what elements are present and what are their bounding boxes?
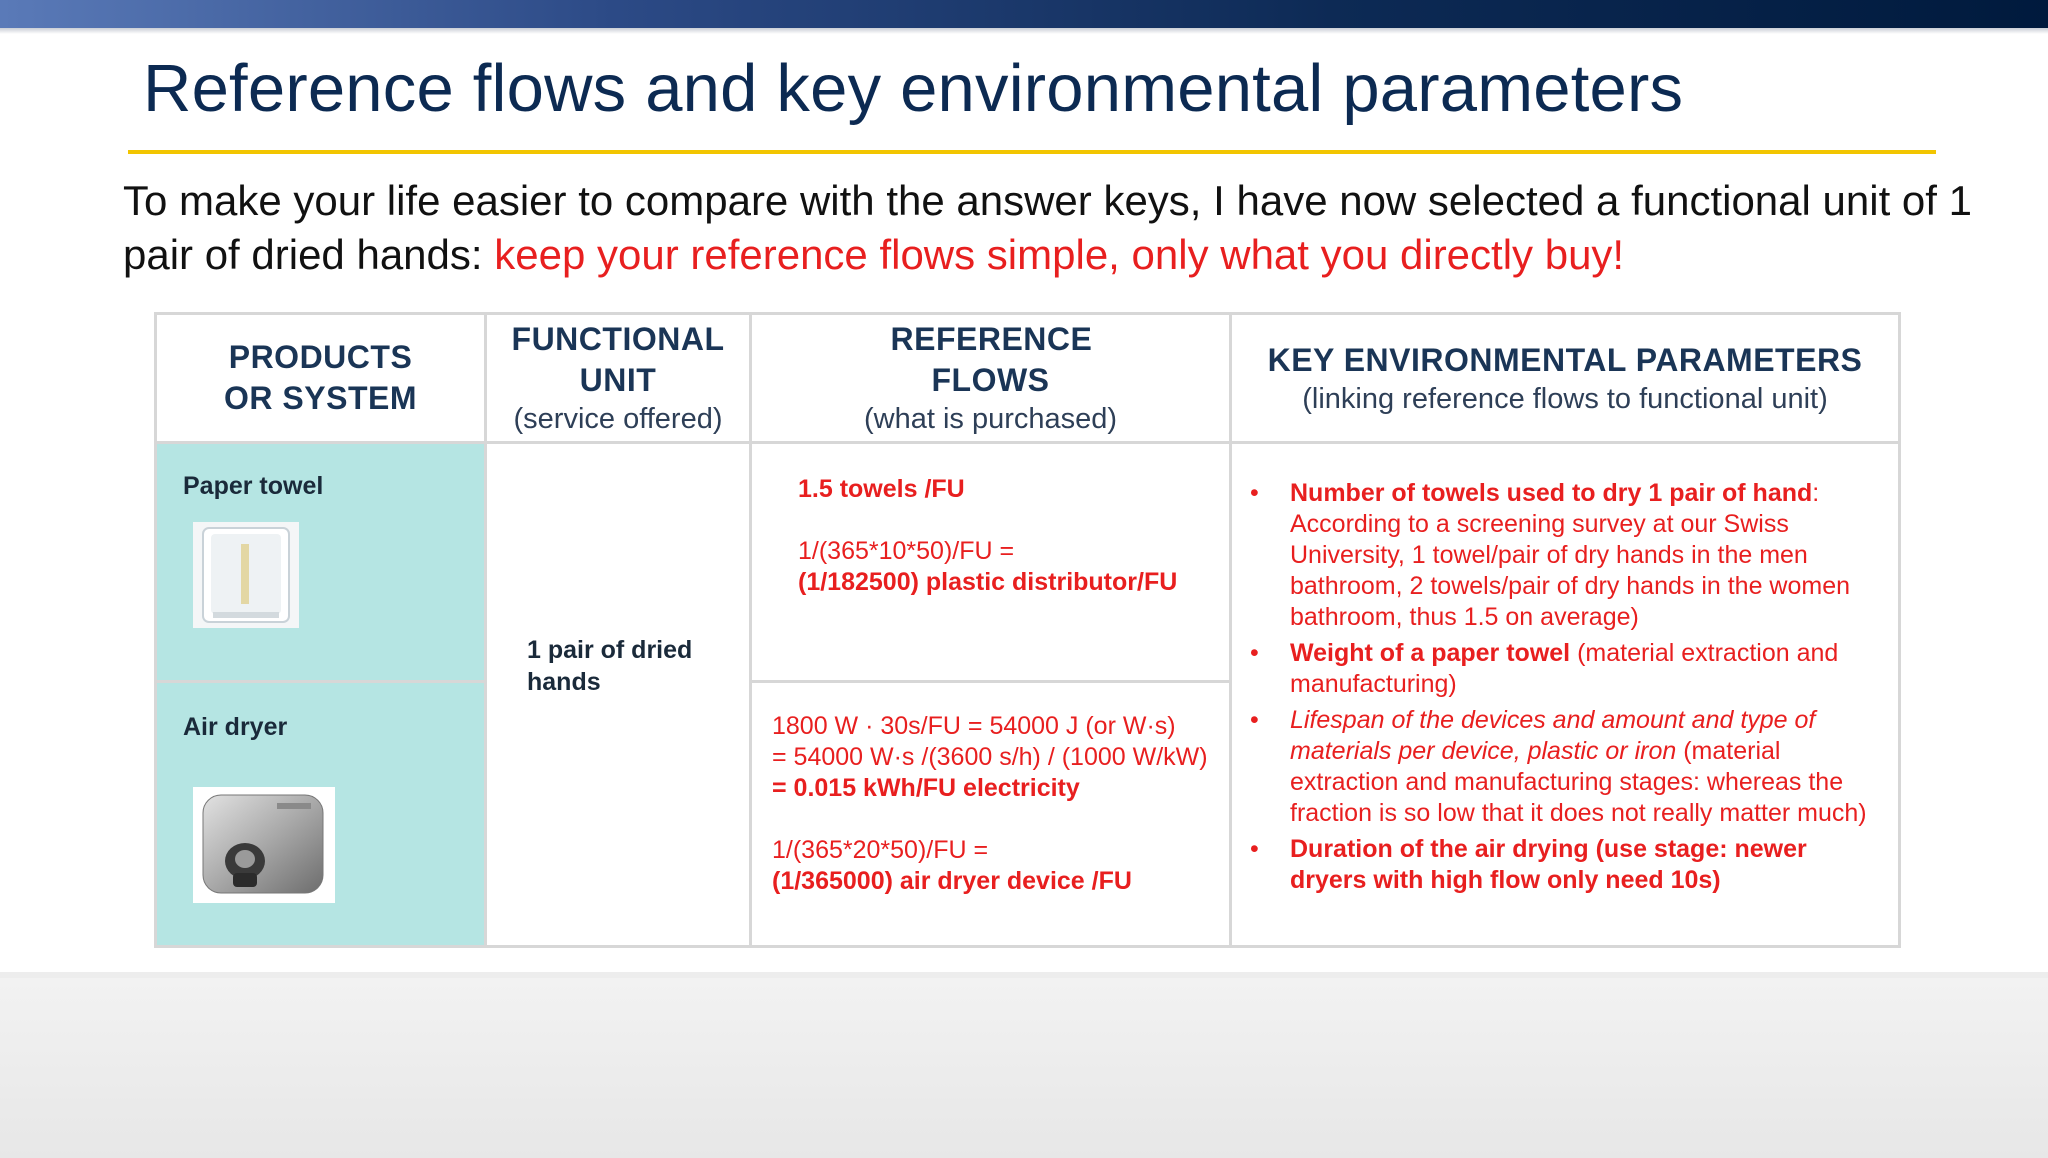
header-functional-unit [486, 314, 751, 443]
flow-towel-line2: 1/(365*10*50)/FU = [798, 537, 1015, 565]
product-name: Paper towel [183, 472, 324, 500]
top-banner [0, 0, 2048, 28]
header-functional-unit-label: FUNCTIONAL UNIT [511, 321, 725, 398]
paper-towel-dispenser-icon [193, 522, 299, 628]
parameter-item: • Lifespan of the devices and amount and type of materials per device, plastic or iron (material extraction and manufacturing stages: whereas the fraction is so low that it does not really matter much) [1250, 706, 1867, 827]
hand-dryer-icon [193, 787, 335, 903]
functional-unit-cell [486, 443, 751, 947]
slide-footer [0, 972, 2048, 1158]
parameters-list [1250, 478, 1890, 901]
flow-dryer-line3: = 0.015 kWh/FU electricity [772, 774, 1080, 802]
product-paper-towel [156, 443, 486, 682]
flow-paper-towel [751, 443, 1231, 682]
slide-title: Reference flows and key environmental parameters [143, 51, 1684, 126]
flow-dryer-line1: 1800 W · 30s/FU = 54000 J (or W·s) [772, 712, 1176, 740]
product-name: Air dryer [183, 713, 288, 741]
header-key-parameters [1231, 314, 1900, 443]
flow-dryer-line2: = 54000 W·s /(3600 s/h) / (1000 W/kW) [772, 743, 1208, 771]
parameter-item: • Duration of the air drying (use stage: newer dryers with high flow only need 10s) [1250, 835, 1807, 894]
header-functional-unit-sub: (service offered) [513, 403, 723, 435]
header-key-parameters-label: KEY ENVIRONMENTAL PARAMETERS [1267, 341, 1863, 378]
parameter-lead: Lifespan of the devices and amount and type of materials per device, plastic or iron [1290, 706, 1816, 765]
header-products-label: PRODUCTS OR SYSTEM [224, 339, 417, 416]
parameter-rest: : According to a screening survey at our Swiss University, 1 towel/pair of dry hands in the men bathroom, 2 towels/pair of dry hands in the women bathroom, thus 1.5 on average) [1290, 479, 1851, 631]
intro-highlight: keep your reference flows simple, only what you directly buy! [494, 231, 1625, 278]
parameter-rest: (material extraction and manufacturing) [1290, 639, 1839, 698]
header-reference-flows-label: REFERENCE FLOWS [890, 321, 1093, 398]
title-underline [128, 150, 1936, 154]
flow-towel-line1: 1.5 towels /FU [798, 475, 965, 503]
flow-dryer-line5: (1/365000) air dryer device /FU [772, 867, 1132, 895]
parameter-item: • Number of towels used to dry 1 pair of hand: According to a screening survey at our Swiss University, 1 towel/pair of dry hands in the men bathroom, 2 towels/pair of dry hands in the women bathroom, thus 1.5 on average) [1250, 479, 1851, 631]
key-parameters-cell [1231, 443, 1900, 947]
parameter-lead: Number of towels used to dry 1 pair of hand [1290, 479, 1813, 507]
parameter-item: • Weight of a paper towel (material extraction and manufacturing) [1250, 639, 1839, 698]
parameter-lead: Weight of a paper towel [1290, 639, 1571, 667]
header-key-parameters-sub: (linking reference flows to functional unit) [1302, 382, 1828, 415]
functional-unit-text: 1 pair of dried hands [527, 636, 693, 696]
intro-plain: To make your life easier to compare with the answer keys, I have now selected a functional unit of 1 pair of dried hands: [123, 177, 1972, 278]
header-reference-flows-sub: (what is purchased) [863, 403, 1118, 435]
banner-shadow [0, 28, 2048, 34]
flow-air-dryer [751, 682, 1231, 947]
intro-text [123, 174, 1983, 282]
flow-dryer-line4: 1/(365*20*50)/FU = [772, 836, 989, 864]
parameter-lead: Duration of the air drying (use stage: newer dryers with high flow only need 10s) [1290, 835, 1807, 894]
parameter-rest: (material extraction and manufacturing stages: whereas the fraction is so low that it does not really matter much) [1290, 737, 1867, 827]
header-reference-flows [751, 314, 1231, 443]
flow-towel-line3: (1/182500) plastic distributor/FU [798, 568, 1178, 596]
header-products [156, 314, 486, 443]
product-air-dryer [156, 682, 486, 947]
reference-flow-table [154, 312, 1901, 948]
